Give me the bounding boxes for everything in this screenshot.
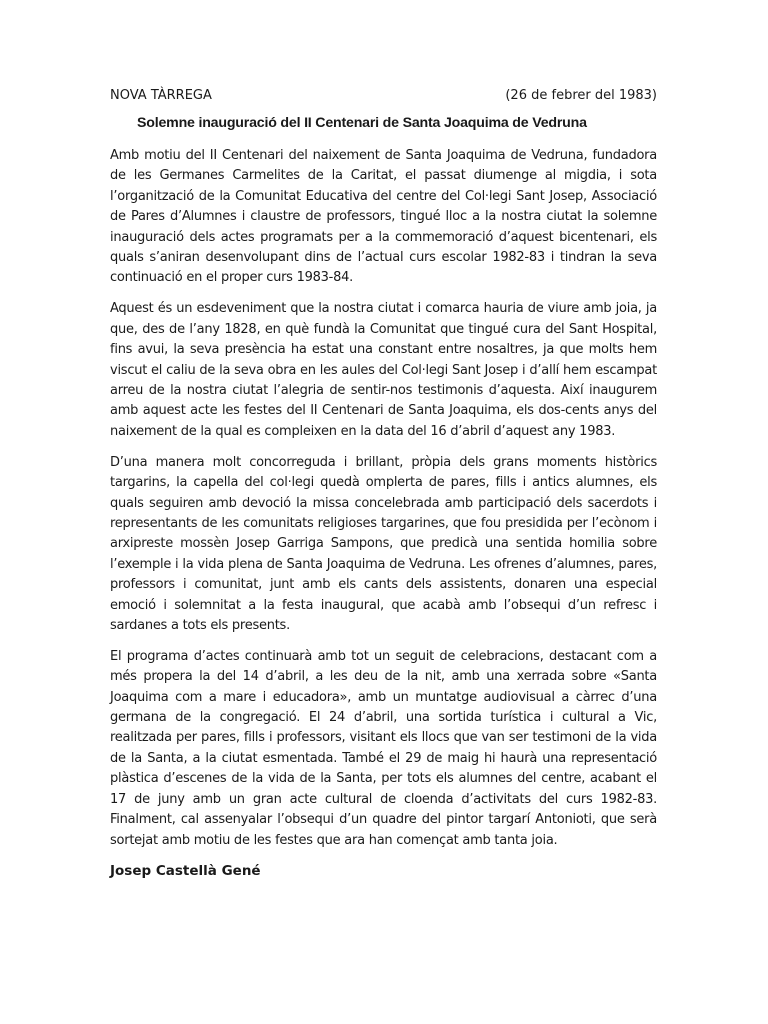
- author-signature: Josep Castellà Gené: [110, 863, 261, 880]
- header-place: NOVA TÀRREGA: [110, 88, 212, 103]
- header-date: (26 de febrer del 1983): [505, 88, 657, 103]
- header-line: [110, 87, 657, 105]
- paragraph-4: El programa d’actes continuarà amb tot un seguit de celebracions, destacant com a més propera la del 14 d’abril, a les deu de la nit, amb una xerrada sobre «Santa Joaquima com a mare i educadora», amb un muntatge audiovisual a càrrec d’una germana de la congregació. El 24 d’abril, una sortida turística i cultural a Vic, realitzada per pares, fills i professors, visitant els llocs que van ser testimoni de la vida de la Santa, a la ciutat esmentada. També el 29 de maig hi haurà una representació plàstica d’escenes de la vida de la Santa, per tots els alumnes del centre, acabant el 17 de juny amb un gran acte cultural de cloenda d’activitats del curs 1982-83. Finalment, cal assenyalar l’obsequi d’un quadre del pintor targarí Antonioti, que serà sortejat amb motiu de les festes que ara han començat amb tanta joia.: [110, 648, 657, 848]
- article-title: Solemne inauguració del II Centenari de Santa Joaquima de Vedruna: [137, 115, 587, 131]
- document-page: [110, 87, 657, 881]
- paragraph-2: Aquest és un esdeveniment que la nostra ciutat i comarca hauria de viure amb joia, ja que, des de l’any 1828, en què fundà la Comunitat que tingué cura del Sant Hospital, fins avui, la seva presència ha estat una constant entre nosaltres, ja que molts hem viscut el caliu de la seva obra en les aules del Col·legi Sant Josep i d’allí hem escampat arreu de la nostra ciutat l’alegria de sentir-nos testimonis d’aquesta. Així inaugurem amb aquest acte les festes del II Centenari de Santa Joaquima, els dos-cents anys del naixement de la qual es compleixen en la data del 16 d’abril d’aquest any 1983.: [110, 301, 657, 439]
- paragraph-1: Amb motiu del II Centenari del naixement de Santa Joaquima de Vedruna, fundadora de les Germanes Carmelites de la Caritat, el passat diumenge al migdia, i sota l’organització de la Comunitat Educativa del centre del Col·legi Sant Josep, Associació de Pares d’Alumnes i claustre de professors, tingué lloc a la nostra ciutat la solemne inauguració dels actes programats per a la commemoració d’aquest bicentenari, els quals s’aniran desenvolupant dins de l’actual curs escolar 1982-83 i tindran la seva continuació en el proper curs 1983-84.: [110, 148, 657, 286]
- paragraph-3: D’una manera molt concorreguda i brillant, pròpia dels grans moments històrics targarins, la capella del col·legi quedà omplerta de pares, fills i antics alumnes, els quals seguiren amb devoció la missa concelebrada amb participació dels sacerdots i representants de les comunitats religioses targarines, que fou presidida per l’ecònom i arxipreste mossèn Josep Garriga Sampons, que predicà una sentida homilia sobre l’exemple i la vida plena de Santa Joaquima de Vedruna. Les ofrenes d’alumnes, pares, professors i comunitat, junt amb els cants dels assistents, donaren una especial emoció i solemnitat a la festa inaugural, que acabà amb l’obsequi d’un refresc i sardanes a tots els presents.: [110, 454, 657, 633]
